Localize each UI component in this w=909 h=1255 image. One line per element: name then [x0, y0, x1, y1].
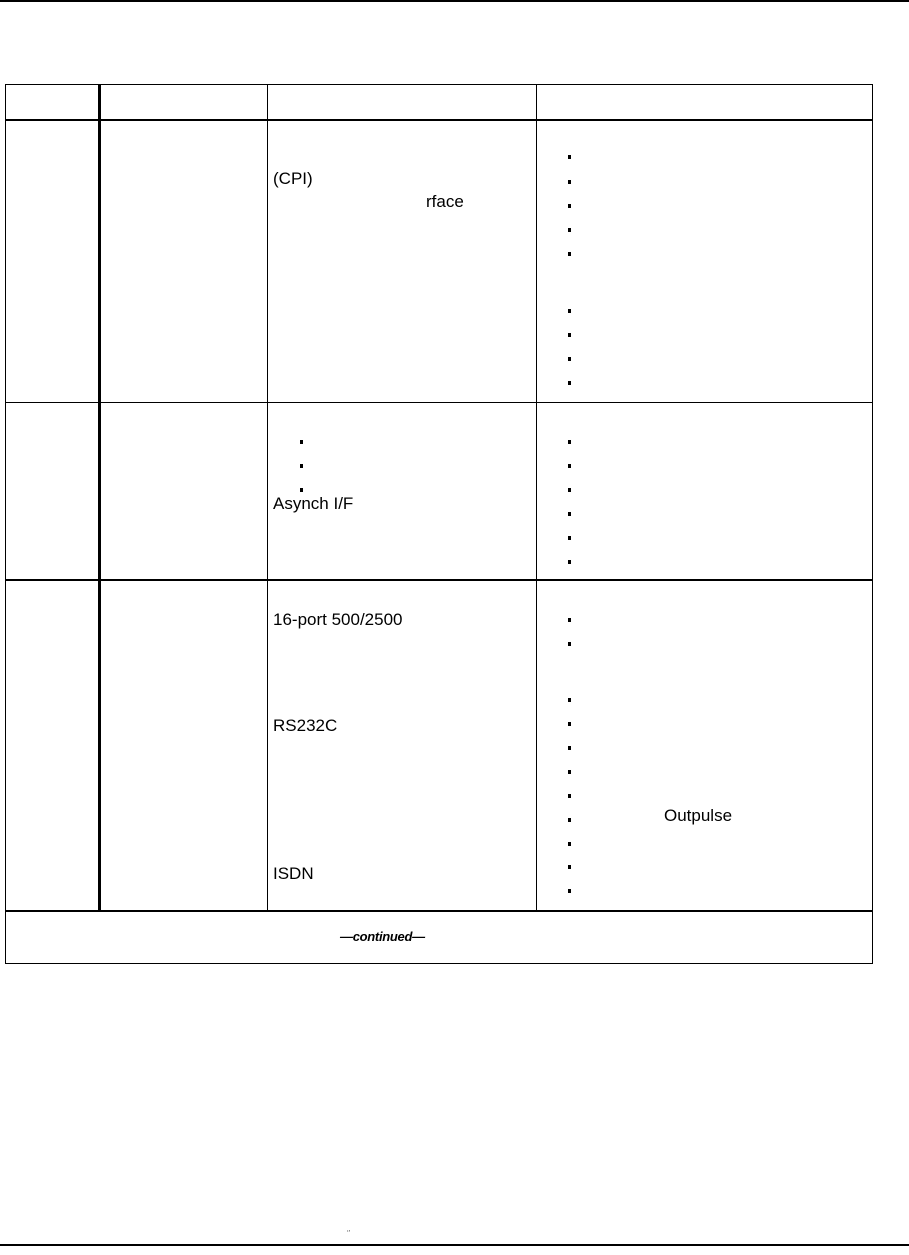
row3-cpu-text-3: ISDN	[273, 864, 314, 883]
bullet	[568, 794, 571, 798]
bullet	[300, 440, 303, 444]
bullet	[568, 180, 571, 184]
col3-divider	[536, 84, 537, 912]
bullet	[568, 512, 571, 516]
bullet	[568, 842, 571, 846]
table-right-border	[872, 84, 873, 964]
page-bottom-rule	[0, 1244, 909, 1246]
bullet	[568, 818, 571, 822]
row1-divider	[5, 402, 873, 403]
table-top-border	[5, 84, 873, 85]
bullet	[568, 464, 571, 468]
bullet	[300, 488, 303, 492]
bullet	[568, 155, 571, 159]
bullet	[568, 698, 571, 702]
col2-divider	[267, 84, 268, 912]
row2-divider	[5, 579, 873, 581]
bullet	[568, 560, 571, 564]
row3-cpu-text-2: RS232C	[273, 716, 338, 735]
bullet	[568, 333, 571, 337]
header-divider	[5, 119, 873, 121]
bullet	[568, 770, 571, 774]
bullet	[568, 204, 571, 208]
bullet	[568, 722, 571, 726]
bullet	[568, 309, 571, 313]
bullet	[568, 536, 571, 540]
row1-cpu-text-2: rface	[426, 192, 464, 211]
row3-cpu-text-1: 16-port 500/2500	[273, 610, 403, 629]
row2-cpu-text-1: Asynch I/F	[273, 494, 354, 513]
bullet	[568, 252, 571, 256]
page-top-rule	[0, 0, 909, 2]
bullet	[568, 865, 571, 869]
bullet	[568, 381, 571, 385]
row1-cpu-text-1: (CPI)	[273, 169, 313, 188]
bullet	[568, 746, 571, 750]
continued-label: —continued—	[340, 929, 425, 944]
bullet	[568, 642, 571, 646]
bullet	[568, 618, 571, 622]
table-bottom-border	[5, 963, 873, 964]
bullet	[568, 357, 571, 361]
bullet	[568, 488, 571, 492]
table-left-border	[5, 84, 6, 964]
bullet	[568, 228, 571, 232]
row3-divider	[5, 910, 873, 912]
bullet	[568, 889, 571, 893]
bullet	[568, 440, 571, 444]
bullet	[300, 464, 303, 468]
stray-mark: ‘’	[347, 1230, 351, 1237]
row3-feature-text-1: Outpulse	[664, 806, 733, 825]
col1-divider	[98, 84, 101, 912]
